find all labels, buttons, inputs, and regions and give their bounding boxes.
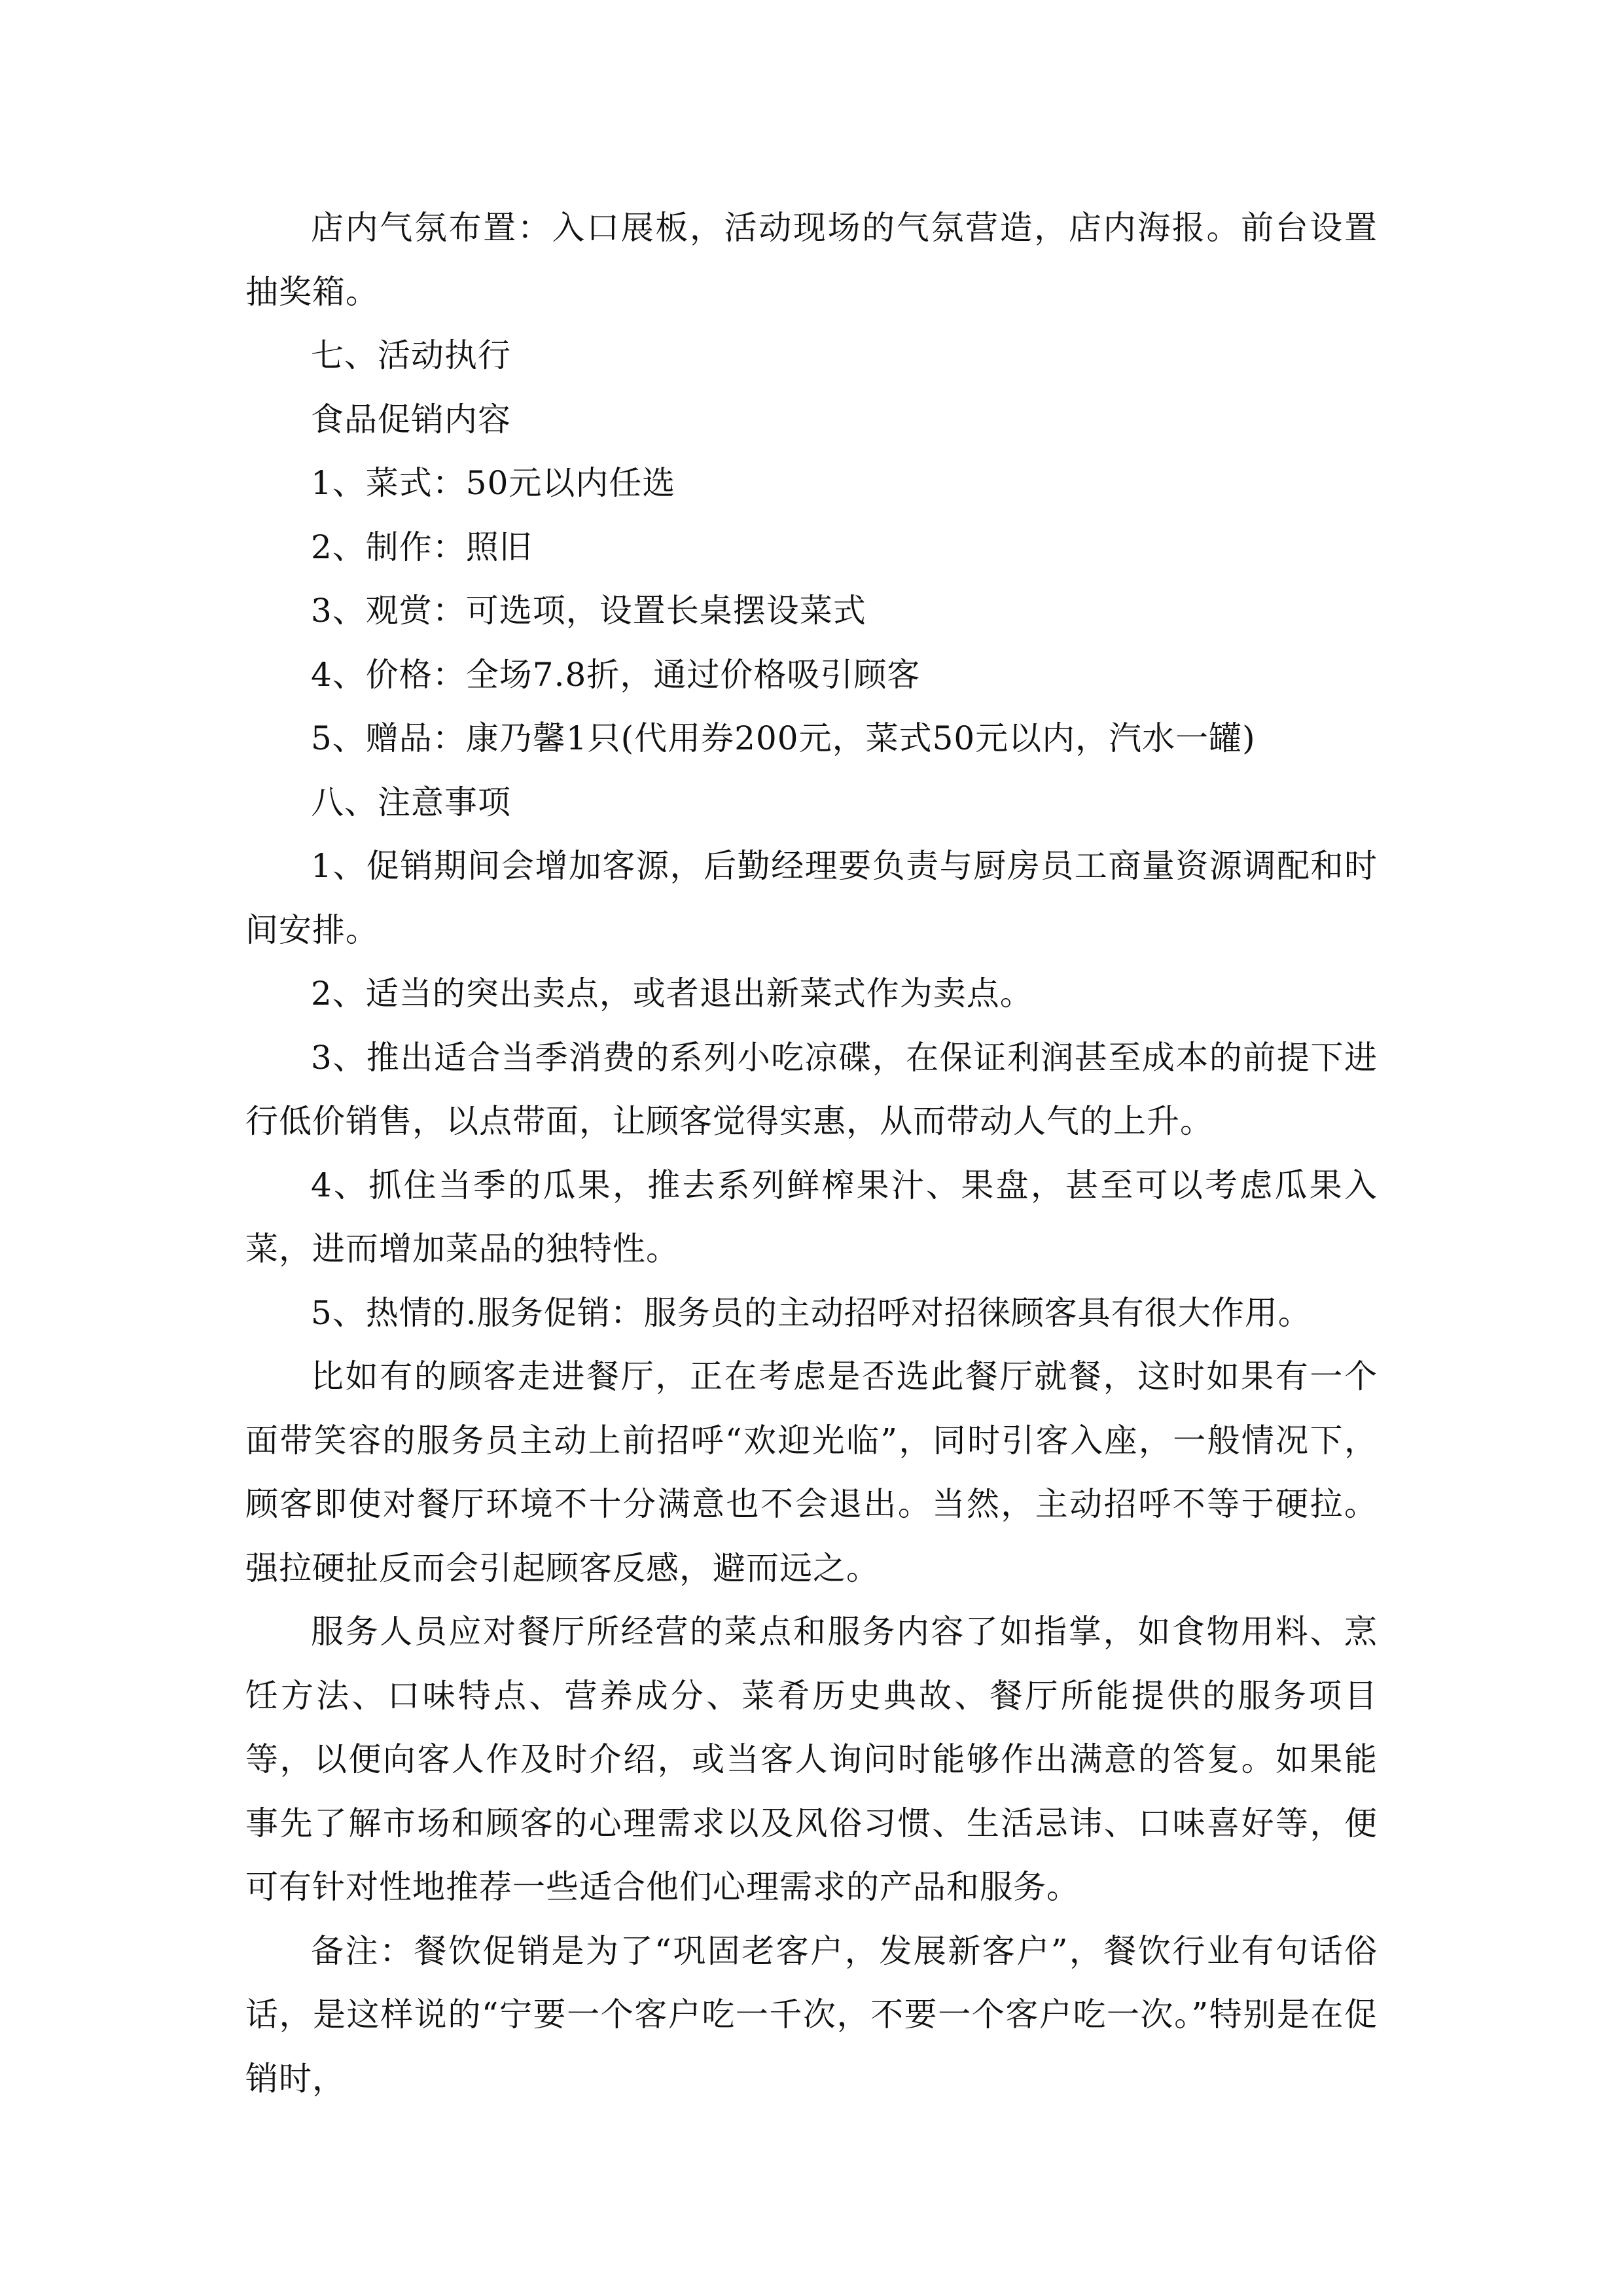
- list-item-production: 2、制作：照旧: [311, 528, 533, 566]
- note-item-2: 2、适当的突出卖点，或者退出新菜式作为卖点。: [311, 975, 1033, 1013]
- paragraph-atmosphere: 店内气氛布置：入口展板，活动现场的气氛营造，店内海报。前台设置抽奖箱。: [245, 209, 1378, 311]
- list-item-display: 3、观赏：可选项，设置长桌摆设菜式: [311, 592, 866, 630]
- paragraph-staff-knowledge: 服务人员应对餐厅所经营的菜点和服务内容了如指掌，如食物用料、烹饪方法、口味特点、营养成分、菜肴历史典故、餐厅所能提供的服务项目等，以便向客人作及时介绍，或当客人询问时能够作出满意的答复。如果能事先了解市场和顾客的心理需求以及风俗习惯、生活忌讳、口味喜好等，便可有针对性地推荐一些适合他们心理需求的产品和服务。: [245, 1613, 1378, 1906]
- note-item-1: 1、促销期间会增加客源，后勤经理要负责与厨房员工商量资源调配和时间安排。: [245, 847, 1378, 949]
- heading-section-7: 七、活动执行: [311, 336, 511, 374]
- note-item-5: 5、热情的.服务促销：服务员的主动招呼对招徕顾客具有很大作用。: [311, 1293, 1311, 1332]
- subheading-food-promotion: 食品促销内容: [311, 400, 511, 439]
- list-item-price: 4、价格：全场7.8折，通过价格吸引顾客: [311, 655, 921, 694]
- list-item-gift: 5、赠品：康乃馨1只(代用券200元，菜式50元以内，汽水一罐): [311, 719, 1256, 757]
- note-item-4: 4、抓住当季的瓜果，推去系列鲜榨果汁、果盘，甚至可以考虑瓜果入菜，进而增加菜品的独特性。: [245, 1166, 1378, 1268]
- heading-section-8: 八、注意事项: [311, 783, 511, 821]
- list-item-dishes: 1、菜式：50元以内任选: [311, 464, 676, 502]
- note-item-3: 3、推出适合当季消费的系列小吃凉碟，在保证利润甚至成本的前提下进行低价销售，以点带面，让顾客觉得实惠，从而带动人气的上升。: [245, 1038, 1378, 1140]
- document-body: [245, 196, 1378, 2111]
- paragraph-remarks: 备注：餐饮促销是为了“巩固老客户，发展新客户”，餐饮行业有句话俗话，是这样说的“宁要一个客户吃一千次，不要一个客户吃一次。”特别是在促销时，: [245, 1931, 1378, 2098]
- paragraph-greeting-example: 比如有的顾客走进餐厅，正在考虑是否选此餐厅就餐，这时如果有一个面带笑容的服务员主动上前招呼“欢迎光临”，同时引客入座，一般情况下，顾客即使对餐厅环境不十分满意也不会退出。当然，主动招呼不等于硬拉。强拉硬扯反而会引起顾客反感，避而远之。: [245, 1357, 1378, 1587]
